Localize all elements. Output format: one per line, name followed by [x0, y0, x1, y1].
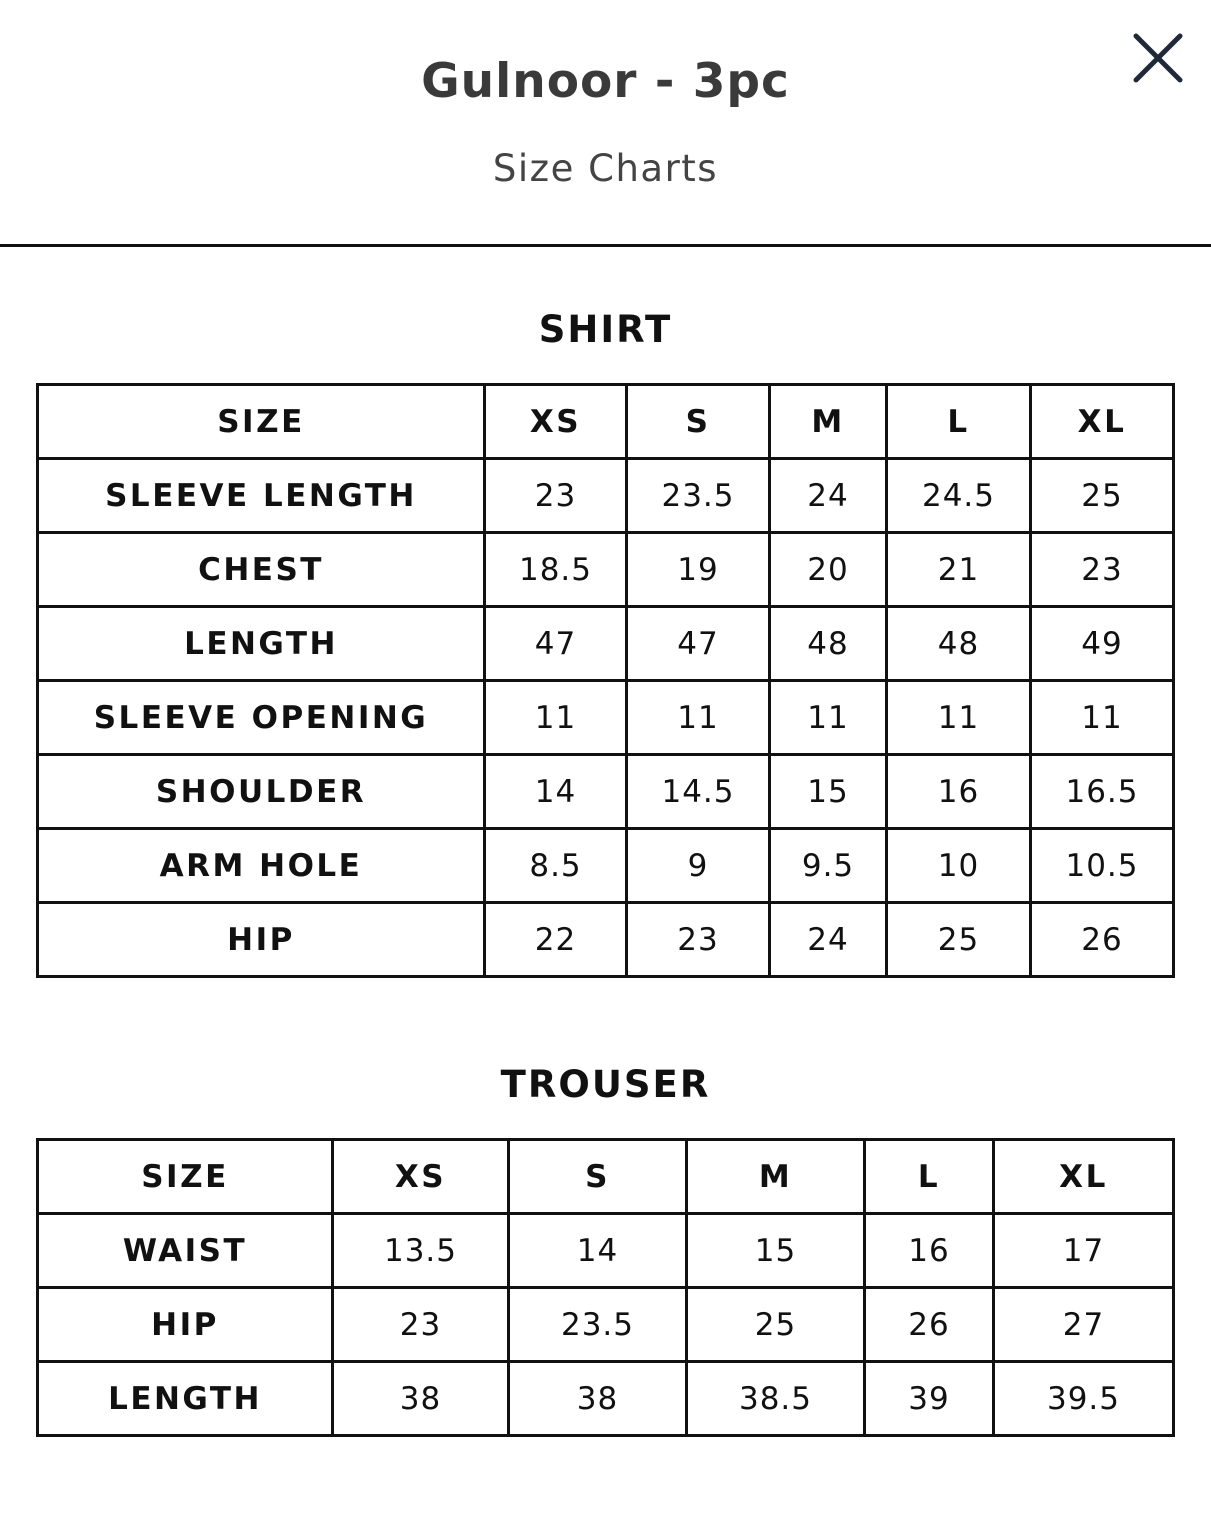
- column-header: S: [509, 1140, 687, 1214]
- table-cell: 38: [509, 1362, 687, 1436]
- page-title: Gulnoor - 3pc: [421, 54, 790, 109]
- table-row: [38, 459, 1174, 533]
- column-header: XS: [333, 1140, 509, 1214]
- shirt-heading: SHIRT: [538, 308, 673, 351]
- table-cell: 26: [1031, 903, 1174, 977]
- shirt-size-table: [36, 383, 1175, 978]
- table-cell: 23: [627, 903, 770, 977]
- table-cell: 24: [770, 459, 887, 533]
- table-cell: 25: [687, 1288, 865, 1362]
- table-row: [38, 533, 1174, 607]
- table-cell: 39: [865, 1362, 994, 1436]
- table-row: [38, 1214, 1174, 1288]
- table-cell: 11: [627, 681, 770, 755]
- table-row: [38, 681, 1174, 755]
- table-row: [38, 755, 1174, 829]
- trouser-heading: TROUSER: [500, 1063, 711, 1106]
- table-cell: 9: [627, 829, 770, 903]
- table-cell: 21: [887, 533, 1031, 607]
- table-cell: 13.5: [333, 1214, 509, 1288]
- table-row: [38, 1288, 1174, 1362]
- table-cell: 14: [485, 755, 627, 829]
- column-header: M: [770, 385, 887, 459]
- table-cell: 23.5: [627, 459, 770, 533]
- table-row: [38, 903, 1174, 977]
- header-divider: [0, 244, 1211, 247]
- row-label: ARM HOLE: [38, 829, 485, 903]
- table-cell: 16.5: [1031, 755, 1174, 829]
- column-header: S: [627, 385, 770, 459]
- modal-header: [0, 0, 1211, 245]
- row-label: SLEEVE LENGTH: [38, 459, 485, 533]
- column-header: SIZE: [38, 385, 485, 459]
- table-cell: 27: [994, 1288, 1174, 1362]
- page-subtitle: Size Charts: [492, 147, 719, 190]
- table-cell: 47: [627, 607, 770, 681]
- table-cell: 14: [509, 1214, 687, 1288]
- table-cell: 19: [627, 533, 770, 607]
- table-cell: 11: [485, 681, 627, 755]
- table-cell: 17: [994, 1214, 1174, 1288]
- table-header-row: [38, 385, 1174, 459]
- column-header: XS: [485, 385, 627, 459]
- row-label: LENGTH: [38, 607, 485, 681]
- row-label: CHEST: [38, 533, 485, 607]
- table-cell: 14.5: [627, 755, 770, 829]
- table-row: [38, 607, 1174, 681]
- close-button[interactable]: [1128, 28, 1188, 88]
- table-cell: 24: [770, 903, 887, 977]
- table-cell: 47: [485, 607, 627, 681]
- table-cell: 26: [865, 1288, 994, 1362]
- table-cell: 16: [865, 1214, 994, 1288]
- column-header: XL: [994, 1140, 1174, 1214]
- column-header: SIZE: [38, 1140, 333, 1214]
- table-cell: 11: [887, 681, 1031, 755]
- table-cell: 10.5: [1031, 829, 1174, 903]
- close-icon: [1128, 28, 1188, 88]
- table-cell: 11: [770, 681, 887, 755]
- table-cell: 25: [887, 903, 1031, 977]
- column-header: XL: [1031, 385, 1174, 459]
- table-cell: 49: [1031, 607, 1174, 681]
- table-cell: 9.5: [770, 829, 887, 903]
- table-row: [38, 829, 1174, 903]
- table-cell: 23: [485, 459, 627, 533]
- table-cell: 22: [485, 903, 627, 977]
- table-header-row: [38, 1140, 1174, 1214]
- row-label: SHOULDER: [38, 755, 485, 829]
- table-cell: 25: [1031, 459, 1174, 533]
- table-cell: 15: [770, 755, 887, 829]
- table-cell: 15: [687, 1214, 865, 1288]
- table-cell: 23.5: [509, 1288, 687, 1362]
- table-cell: 23: [1031, 533, 1174, 607]
- table-cell: 48: [887, 607, 1031, 681]
- table-cell: 18.5: [485, 533, 627, 607]
- row-label: SLEEVE OPENING: [38, 681, 485, 755]
- table-cell: 39.5: [994, 1362, 1174, 1436]
- table-cell: 24.5: [887, 459, 1031, 533]
- column-header: L: [865, 1140, 994, 1214]
- column-header: M: [687, 1140, 865, 1214]
- row-label: WAIST: [38, 1214, 333, 1288]
- table-cell: 38: [333, 1362, 509, 1436]
- table-cell: 48: [770, 607, 887, 681]
- table-cell: 8.5: [485, 829, 627, 903]
- row-label: HIP: [38, 1288, 333, 1362]
- table-row: [38, 1362, 1174, 1436]
- column-header: L: [887, 385, 1031, 459]
- table-cell: 38.5: [687, 1362, 865, 1436]
- row-label: HIP: [38, 903, 485, 977]
- table-cell: 23: [333, 1288, 509, 1362]
- row-label: LENGTH: [38, 1362, 333, 1436]
- table-cell: 20: [770, 533, 887, 607]
- table-cell: 16: [887, 755, 1031, 829]
- table-cell: 10: [887, 829, 1031, 903]
- table-cell: 11: [1031, 681, 1174, 755]
- trouser-size-table: [36, 1138, 1175, 1437]
